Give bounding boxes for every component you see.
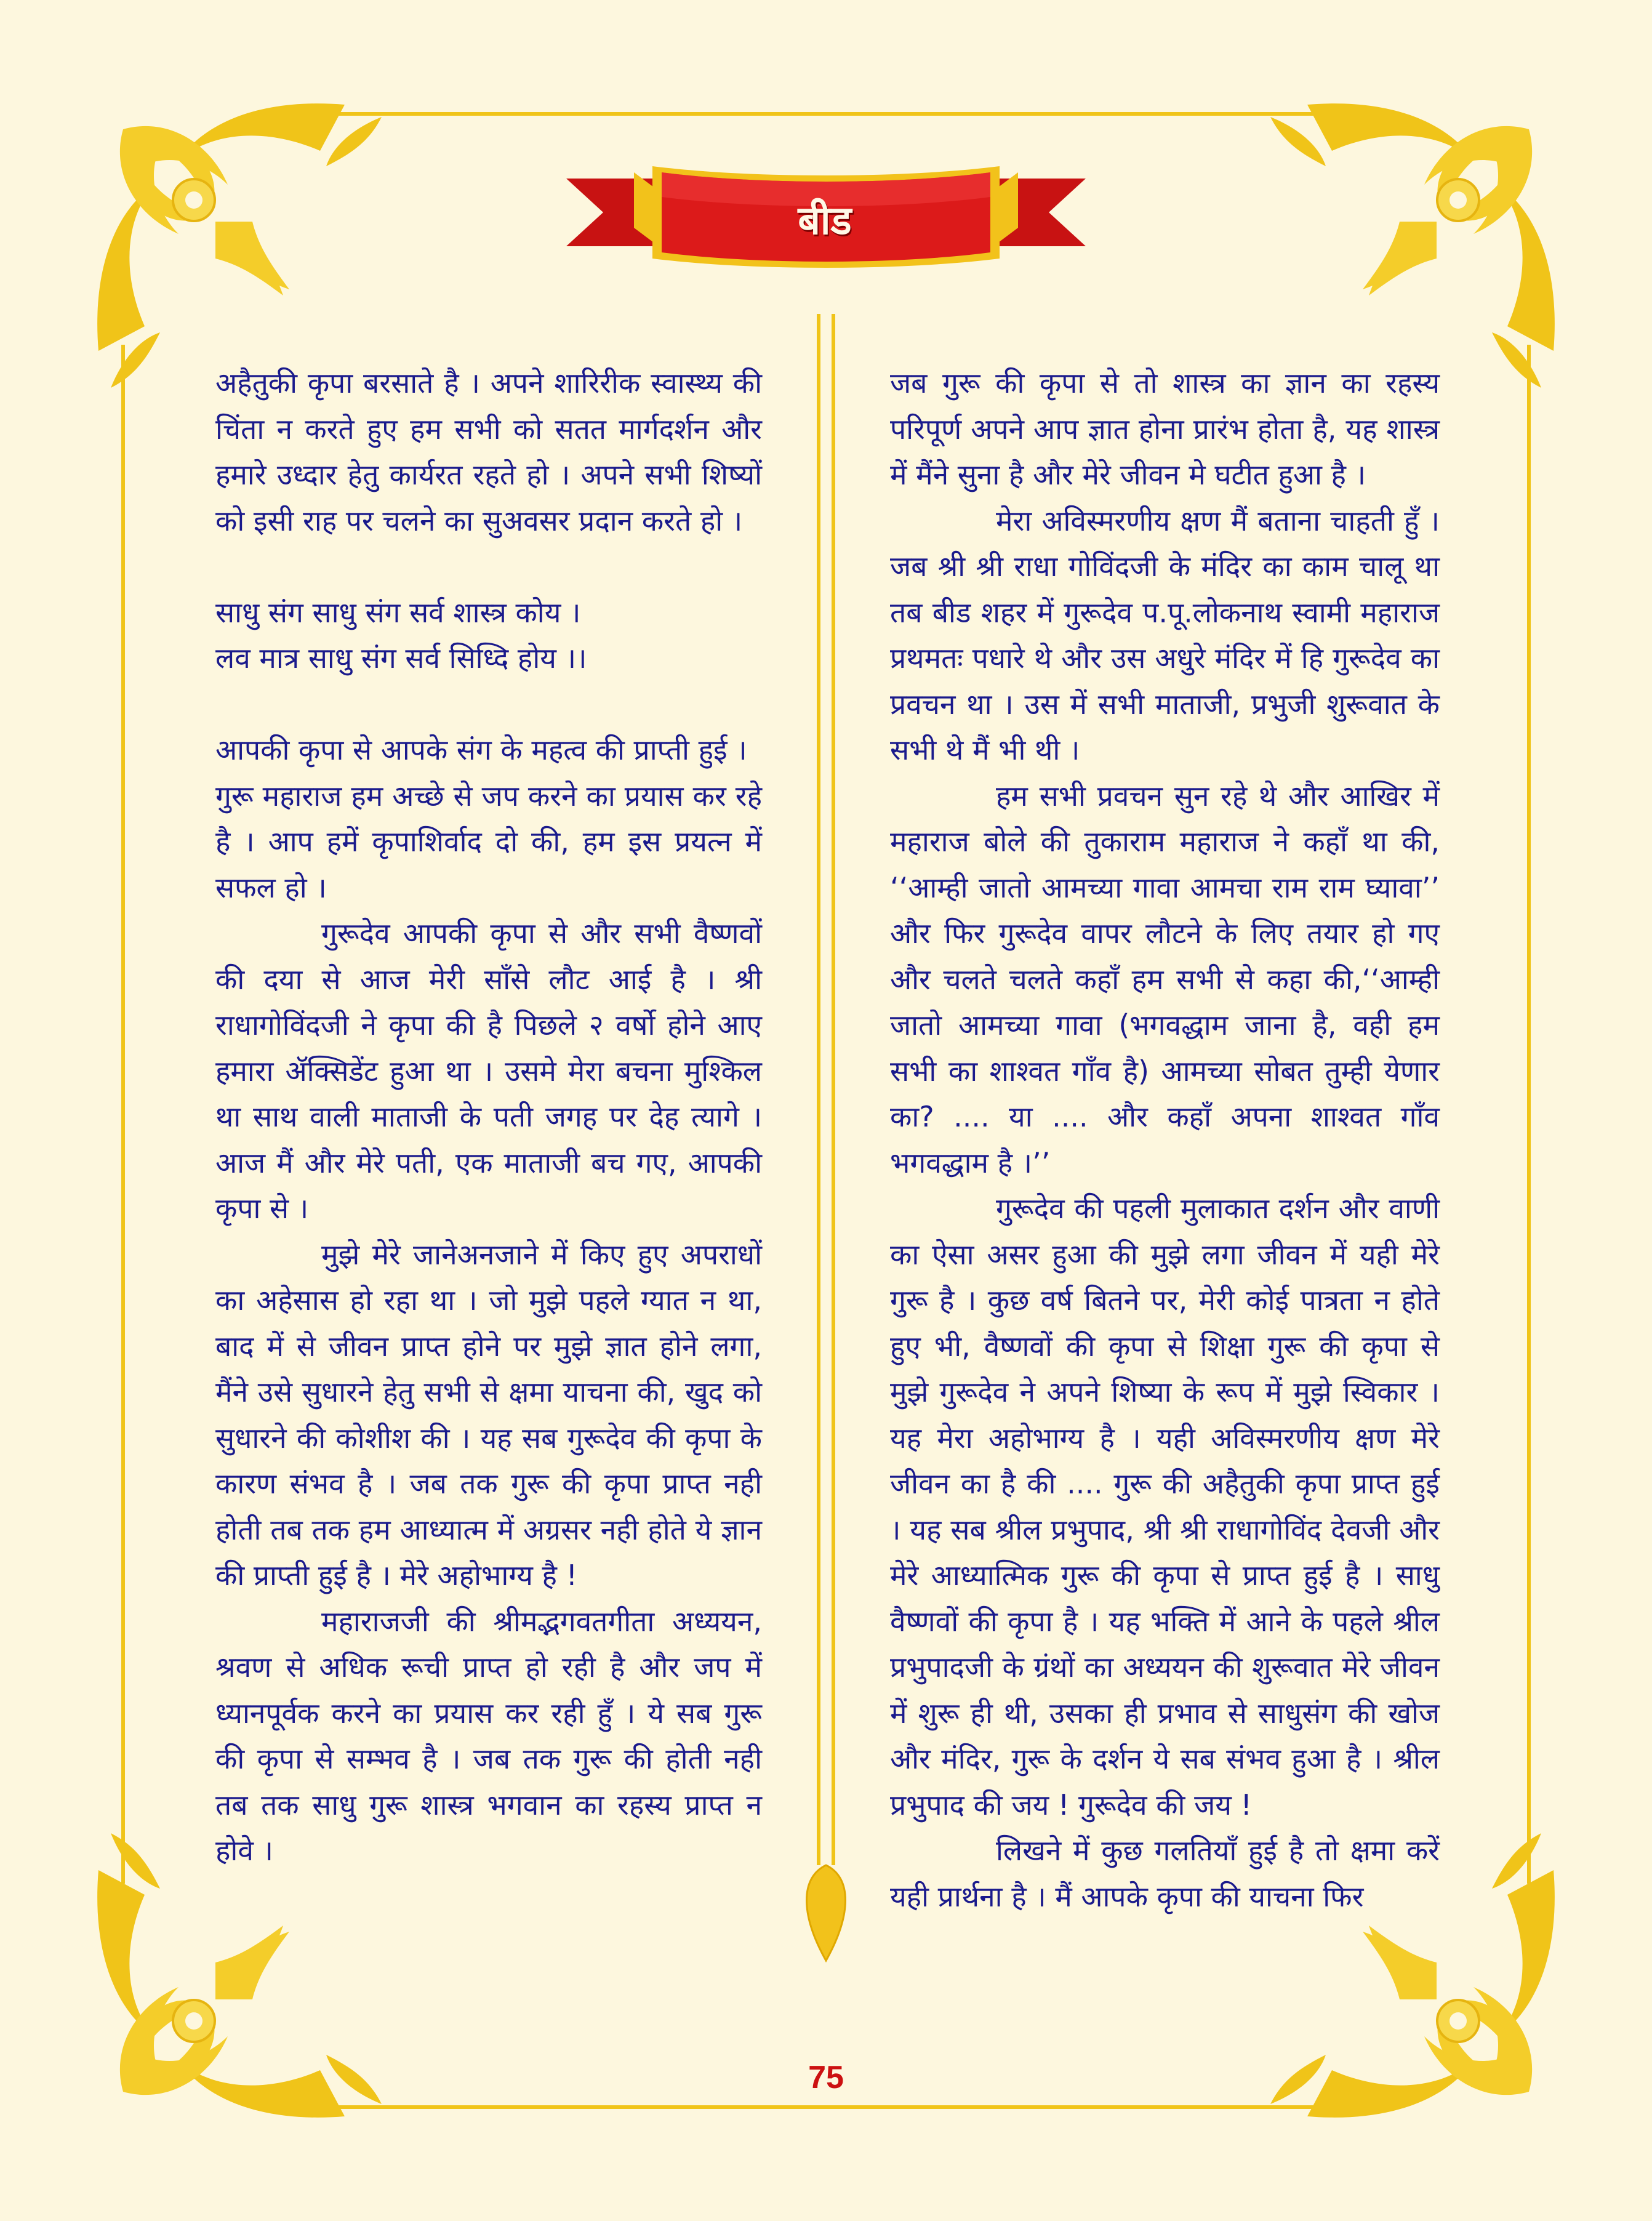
paragraph: गुरूदेव आपकी कृपा से और सभी वैष्णवों की दया से आज मेरी साँसे लौट आई है । श्री राधागोविंदजी ने कृपा की है पिछले २ वर्षो होने आए हमारा ॲक्सिडेंट हुआ था । उसमे मेरा बचना मुश्किल था साथ वाली माताजी के पती जगह पर देह त्यागे । आज मैं और मेरे पती, एक माताजी बच गए, आपकी कृपा से । (215, 917, 762, 1225)
corner-flourish-icon (97, 103, 382, 388)
page-number: 75 (808, 2060, 844, 2095)
page-title: बीड (798, 198, 852, 244)
paragraph: हम सभी प्रवचन सुन रहे थे और आखिर में महाराज बोले की तुकाराम महाराज ने कहाँ था की, ‘‘आम्ही जातो आमच्या गावा आमचा राम राम घ्यावा’’ और फिर गुरूदेव वापर लौटने के लिए तयार हो गए और चलते चलते कहाँ हम सभी से कहा की,‘‘आम्ही जातो आमच्या गावा (भगवद्धाम जाना है, वही हम सभी का शाश्वत गाँव है) आमच्या सोबत तुम्ही येणार का? .... या .... और कहाँ अपना शाश्वत गाँव भगवद्धाम है ।’’ (890, 779, 1440, 1179)
paragraph: अहैतुकी कृपा बरसाते है । अपने शारिरीक स्वास्थ्य की चिंता न करते हुए हम सभी को सतत मार्गदर्शन और हमारे उध्दार हेतु कार्यरत रहते हो । अपने सभी शिष्यों को इसी राह पर चलने का सुअवसर प्रदान करते हो । (215, 366, 762, 537)
corner-flourish-icon (97, 1833, 382, 2118)
paragraph: महाराजजी की श्रीमद्भगवतगीता अध्ययन, श्रवण से अधिक रूची प्राप्त हो रही है और जप में ध्यानपूर्वक करने का प्रयास कर रही हुँ । ये सब गुरू की कृपा से सम्भव है । जब तक गुरू की होती नही तब तक साधु गुरू शास्त्र भगवान का रहस्य प्राप्त न होवे । (215, 1604, 762, 1867)
paragraph: मुझे मेरे जानेअनजाने में किए हुए अपराधों का अहेसास हो रहा था । जो मुझे पहले ग्यात न था, बाद में से जीवन प्राप्त होने पर मुझे ज्ञात होने लगा, मैंने उसे सुधारने हेतु सभी से क्षमा याचना की, खुद को सुधारने की कोशीश की । यह सब गुरूदेव की कृपा के कारण संभव है । जब तक गुरू की कृपा प्राप्त नही होती तब तक हम आध्यात्म में अग्रसर नही होते ये ज्ञान की प्राप्ती हुई है । मेरे अहोभाग्य है ! (215, 1237, 762, 1592)
corner-flourish-icon (1270, 103, 1555, 388)
paragraph: गुरूदेव की पहली मुलाकात दर्शन और वाणी का ऐसा असर हुआ की मुझे लगा जीवन में यही मेरे गुरू है । कुछ वर्ष बितने पर, मेरी कोई पात्रता न होते हुए भी, वैष्णवों की कृपा से शिक्षा गुरू की कृपा से मुझे गुरूदेव ने अपने शिष्या के रूप में मुझे स्विकार । यह मेरा अहोभाग्य है । यही अविस्मरणीय क्षण मेरे जीवन का है की .... गुरू की अहैतुकी कृपा प्राप्त हुई । यह सब श्रील प्रभुपाद, श्री श्री राधागोविंद देवजी और मेरे आध्यात्मिक गुरू की कृपा से प्राप्त हुई है । साधु वैष्णवों की कृपा है । यह भक्ति में आने के पहले श्रील प्रभुपादजी के ग्रंथों का अध्ययन की शुरूवात मेरे जीवन में शुरू ही थी, उसका ही प्रभाव से साधुसंग की खोज और मंदिर, गुरू के दर्शन ये सब संभव हुआ है । श्रील प्रभुपाद की जय ! गुरूदेव की जय ! (890, 1192, 1440, 1821)
paragraph: गुरू महाराज हम अच्छे से जप करने का प्रयास कर रहे है । आप हमें कृपाशिर्वाद दो की, हम इस प्रयत्न में सफल हो । (215, 779, 762, 904)
verse-line: लव मात्र साधु संग सर्व सिध्दि होय ।। (215, 641, 587, 675)
right-column (890, 360, 1440, 1919)
divider-drop-icon (807, 1865, 846, 1961)
paragraph: जब गुरू की कृपा से तो शास्त्र का ज्ञान का रहस्य परिपूर्ण अपने आप ज्ञात होना प्रारंभ होता है, यह शास्त्र में मैंने सुना है और मेरे जीवन मे घटीत हुआ है । (890, 366, 1440, 491)
paragraph: लिखने में कुछ गलतियाँ हुई है तो क्षमा करें यही प्रार्थना है । मैं आपके कृपा की याचना फिर (890, 1834, 1440, 1913)
left-column (215, 360, 762, 1874)
paragraph: मेरा अविस्मरणीय क्षण मैं बताना चाहती हुँ । जब श्री श्री राधा गोविंदजी के मंदिर का काम चालू था तब बीड शहर में गुरूदेव प.पू.लोकनाथ स्वामी महाराज प्रथमतः पधारे थे और उस अधुरे मंदिर में हि गुरूदेव का प्रवचन था । उस में सभी माताजी, प्रभुजी शुरूवात के सभी थे मैं भी थी । (890, 504, 1440, 766)
paragraph: आपकी कृपा से आपके संग के महत्व की प्राप्ती हुई । (215, 733, 747, 766)
column-divider (807, 314, 846, 1961)
verse-line: साधु संग साधु संग सर्व शास्त्र कोय । (215, 595, 581, 629)
